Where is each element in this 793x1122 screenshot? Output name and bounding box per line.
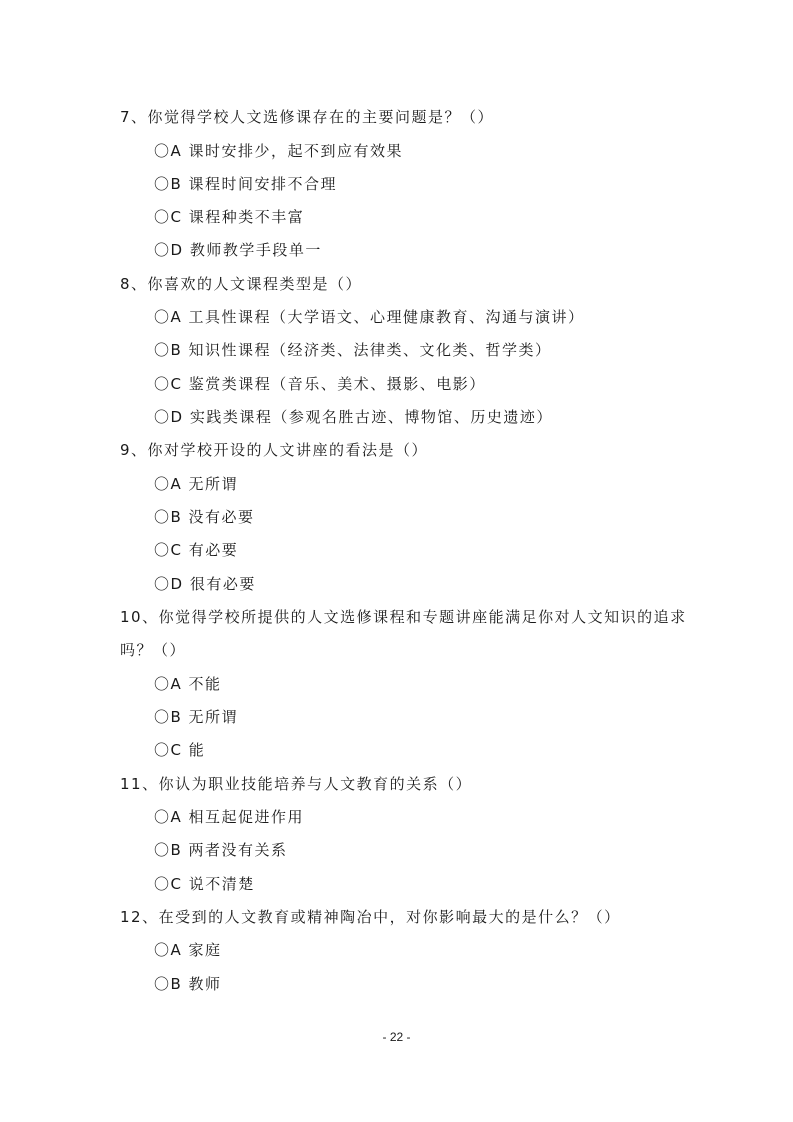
question-11-text: 11、你认为职业技能培养与人文教育的关系（）	[120, 775, 473, 793]
question-11-option-b: 〇B 两者没有关系	[154, 841, 288, 859]
question-8-option-b: 〇B 知识性课程（经济类、法律类、文化类、哲学类）	[154, 341, 552, 359]
question-10-text-continued: 吗？（）	[120, 641, 187, 659]
question-9-option-a: 〇A 无所谓	[154, 475, 239, 493]
question-10-option-b: 〇B 无所谓	[154, 708, 239, 726]
question-8-option-a: 〇A 工具性课程（大学语文、心理健康教育、沟通与演讲）	[154, 308, 585, 326]
question-7-option-b: 〇B 课程时间安排不合理	[154, 175, 338, 193]
question-7-option-a: 〇A 课时安排少，起不到应有效果	[154, 142, 404, 160]
question-12-option-b: 〇B 教师	[154, 975, 222, 993]
question-9-text: 9、你对学校开设的人文讲座的看法是（）	[120, 441, 429, 459]
question-8-option-c: 〇C 鉴赏类课程（音乐、美术、摄影、电影）	[154, 375, 486, 393]
question-8-text: 8、你喜欢的人文课程类型是（）	[120, 275, 363, 293]
question-11-option-c: 〇C 说不清楚	[154, 875, 255, 893]
question-12-option-a: 〇A 家庭	[154, 941, 222, 959]
question-9-option-b: 〇B 没有必要	[154, 508, 255, 526]
question-10-text: 10、你觉得学校所提供的人文选修课程和专题讲座能满足你对人文知识的追求	[120, 608, 687, 626]
question-11-option-a: 〇A 相互起促进作用	[154, 808, 305, 826]
question-7-option-d: 〇D 教师教学手段单一	[154, 241, 322, 259]
question-10-option-c: 〇C 能	[154, 741, 206, 759]
question-8-option-d: 〇D 实践类课程（参观名胜古迹、博物馆、历史遗迹）	[154, 408, 553, 426]
question-10-option-a: 〇A 不能	[154, 675, 222, 693]
question-9-option-d: 〇D 很有必要	[154, 575, 256, 593]
question-7-text: 7、你觉得学校人文选修课存在的主要问题是？（）	[120, 108, 495, 126]
page-number: - 22 -	[382, 1030, 411, 1044]
question-9-option-c: 〇C 有必要	[154, 541, 239, 559]
question-7-option-c: 〇C 课程种类不丰富	[154, 208, 305, 226]
question-12-text: 12、在受到的人文教育或精神陶冶中，对你影响最大的是什么？（）	[120, 908, 621, 926]
